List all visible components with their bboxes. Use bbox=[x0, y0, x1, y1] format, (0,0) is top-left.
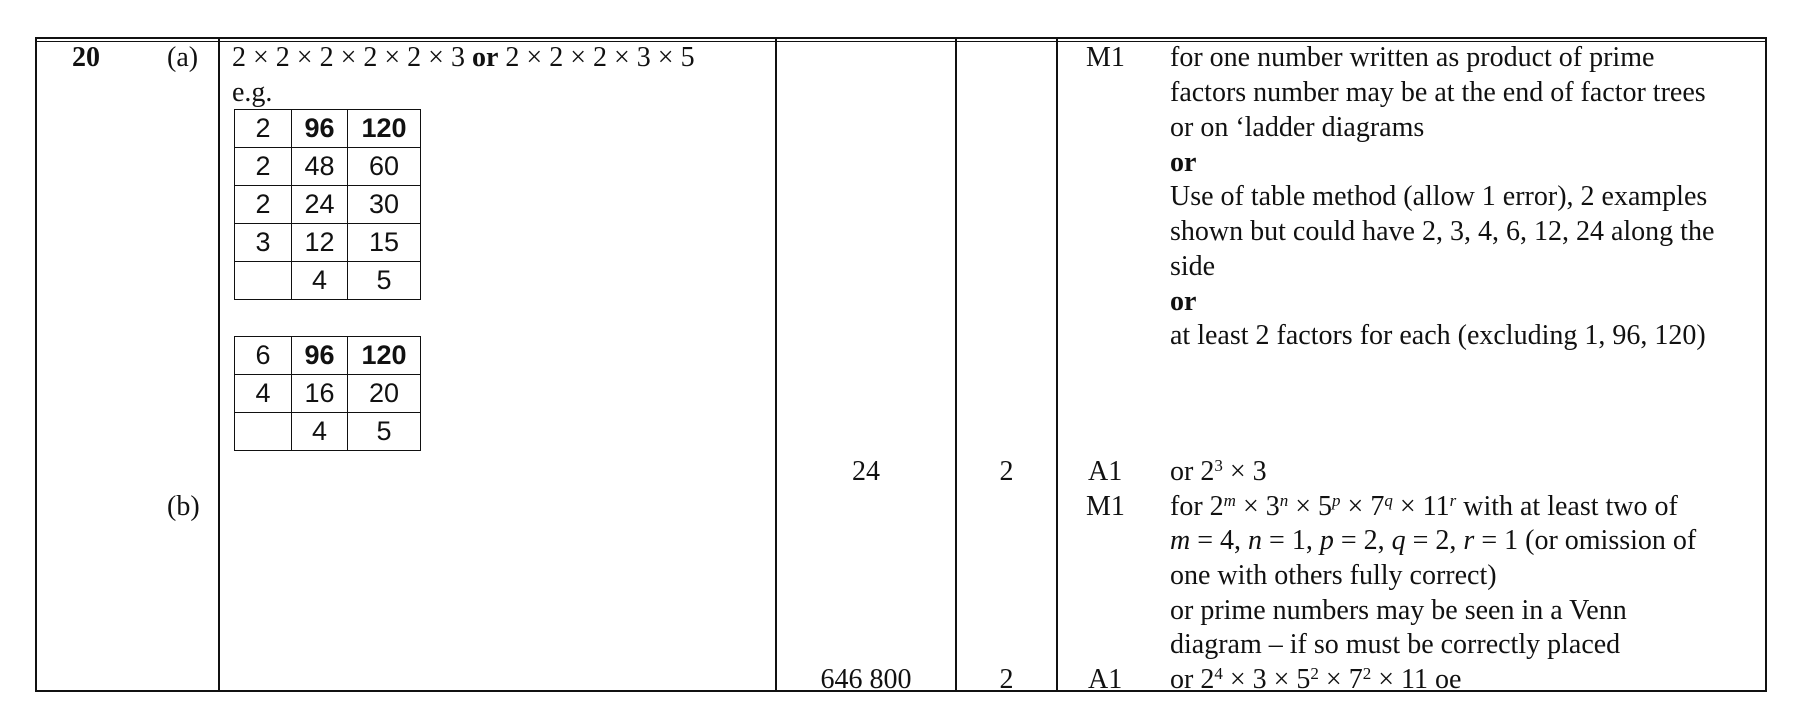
part-b-answer: 646 800 bbox=[820, 664, 912, 695]
table-row bbox=[235, 186, 421, 224]
note-a1-alternative: or $2^3 \times 3$ bbox=[1170, 456, 1267, 487]
table-cell: 4 bbox=[292, 413, 348, 451]
table-cell: 12 bbox=[292, 224, 348, 262]
table-cell: 2 bbox=[235, 110, 292, 148]
table-cell: 120 bbox=[348, 337, 421, 375]
eg-label: e.g. bbox=[232, 77, 273, 108]
mark-code-a-a1: A1 bbox=[1088, 456, 1123, 487]
table-method-example-2 bbox=[234, 336, 421, 451]
note-line: Use of table method (allow 1 error), 2 examples bbox=[1170, 181, 1708, 212]
note-b-m1-line4: or prime numbers may be seen in a Venn bbox=[1170, 595, 1627, 626]
table-cell: 5 bbox=[348, 262, 421, 300]
table-cell: 24 bbox=[292, 186, 348, 224]
table-cell: 16 bbox=[292, 375, 348, 413]
table-cell: 4 bbox=[292, 262, 348, 300]
table-cell bbox=[235, 262, 292, 300]
table-cell: 4 bbox=[235, 375, 292, 413]
working-or: or bbox=[471, 42, 499, 73]
table-cell: 120 bbox=[348, 110, 421, 148]
table-row bbox=[235, 148, 421, 186]
table-row bbox=[235, 110, 421, 148]
mark-code-b-m1: M1 bbox=[1086, 491, 1125, 522]
column-divider-working bbox=[218, 37, 220, 692]
table-row bbox=[235, 262, 421, 300]
note-b-m1-line1: for $2^m \times 3^n \times 5^p \times 7^q \times 11^r$ with at least two of bbox=[1170, 491, 1678, 522]
table-cell: 96 bbox=[292, 110, 348, 148]
part-a-marks: 2 bbox=[999, 456, 1014, 487]
part-a-label: (a) bbox=[167, 42, 199, 73]
table-cell: 30 bbox=[348, 186, 421, 224]
mark-code-a-m1: M1 bbox=[1086, 42, 1125, 73]
part-a-working bbox=[232, 41, 695, 75]
note-or: or bbox=[1170, 286, 1197, 317]
table-row bbox=[235, 337, 421, 375]
column-divider-mark-codes bbox=[1056, 37, 1058, 692]
note-or: or bbox=[1170, 147, 1197, 178]
table-cell: 5 bbox=[348, 413, 421, 451]
working-product-2: 2 × 2 × 2 × 3 × 5 bbox=[505, 42, 695, 73]
working-product-1: 2 × 2 × 2 × 2 × 2 × 3 bbox=[232, 42, 465, 73]
note-b-m1-line2: m = 4, n = 1, p = 2, q = 2, r = 1 (or omission of bbox=[1170, 525, 1697, 556]
note-line: for one number written as product of prime bbox=[1170, 42, 1655, 73]
table-method-example-1 bbox=[234, 109, 421, 300]
table-row bbox=[235, 224, 421, 262]
part-a-answer: 24 bbox=[852, 456, 880, 487]
part-b-marks: 2 bbox=[999, 664, 1014, 695]
table-cell: 6 bbox=[235, 337, 292, 375]
note-line: at least 2 factors for each (excluding 1, 96, 120) bbox=[1170, 320, 1706, 351]
table-cell: 96 bbox=[292, 337, 348, 375]
table-row bbox=[235, 413, 421, 451]
column-divider-answer bbox=[775, 37, 777, 692]
table-cell: 20 bbox=[348, 375, 421, 413]
note-b-a1-alternative: or $2^4 \times 3 \times 5^2 \times 7^2 \times 11$ oe bbox=[1170, 664, 1462, 695]
note-line: or on ‘ladder diagrams bbox=[1170, 112, 1425, 143]
note-line: factors number may be at the end of factor trees bbox=[1170, 77, 1706, 108]
column-divider-marks bbox=[955, 37, 957, 692]
mark-code-b-a1: A1 bbox=[1088, 664, 1123, 695]
note-line: side bbox=[1170, 251, 1216, 282]
part-b-label: (b) bbox=[167, 491, 200, 522]
table-cell: 2 bbox=[235, 186, 292, 224]
note-line: shown but could have 2, 3, 4, 6, 12, 24 along the bbox=[1170, 216, 1715, 247]
table-cell bbox=[235, 413, 292, 451]
table-cell: 60 bbox=[348, 148, 421, 186]
table-cell: 2 bbox=[235, 148, 292, 186]
note-b-m1-line3: one with others fully correct) bbox=[1170, 560, 1497, 591]
note-b-m1-line5: diagram – if so must be correctly placed bbox=[1170, 629, 1621, 660]
table-cell: 48 bbox=[292, 148, 348, 186]
table-cell: 3 bbox=[235, 224, 292, 262]
question-number: 20 bbox=[72, 42, 100, 73]
table-row bbox=[235, 375, 421, 413]
table-cell: 15 bbox=[348, 224, 421, 262]
